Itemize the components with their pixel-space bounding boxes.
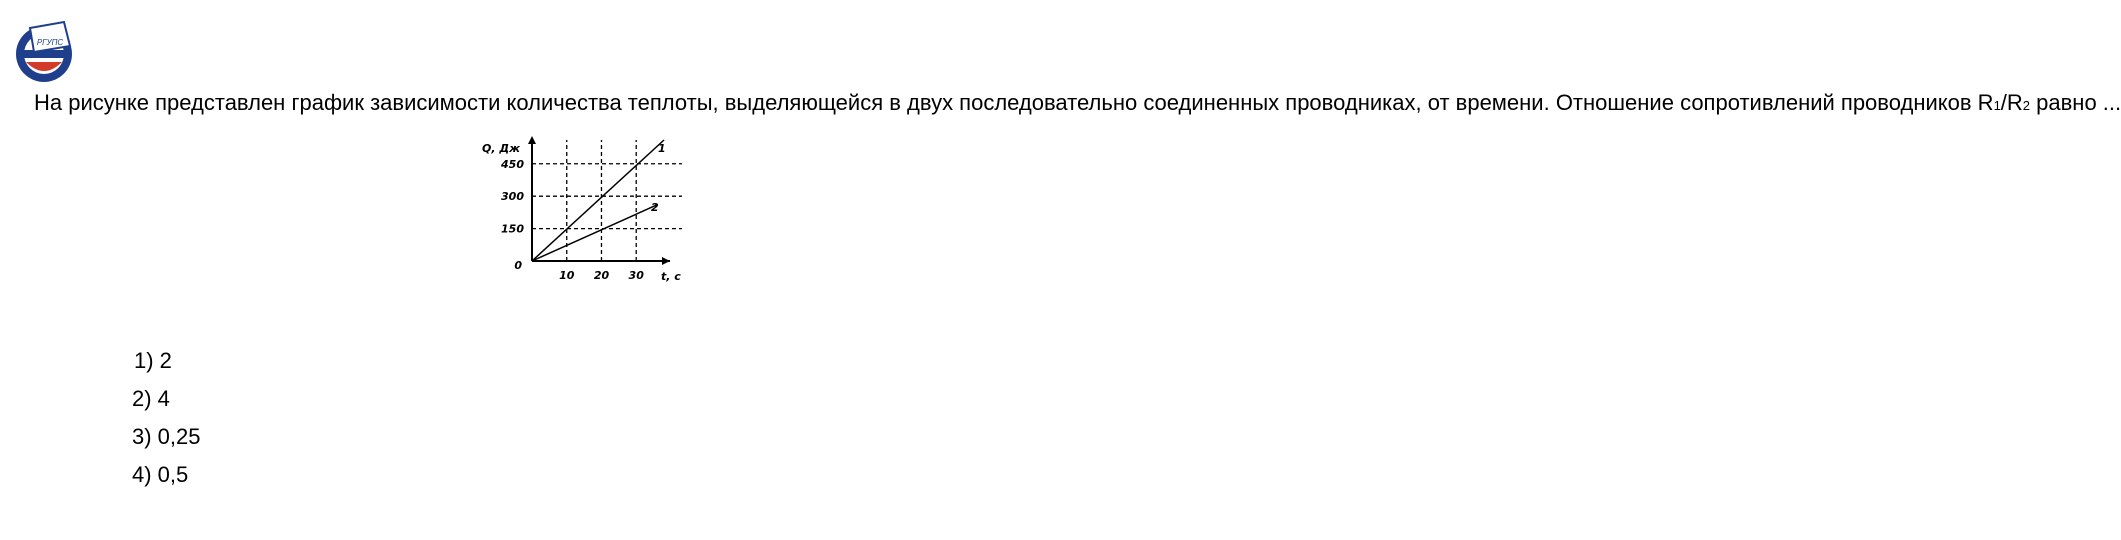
university-logo xyxy=(4,12,84,88)
answer-option-2[interactable]: 2) 4 xyxy=(132,386,170,411)
x-axis-label: t, c xyxy=(661,270,681,283)
x-tick-label-2: 20 xyxy=(593,269,610,282)
series-label-2: 2 xyxy=(651,200,659,214)
answer-option-4[interactable]: 4) 0,5 xyxy=(132,462,189,487)
logo-text: РГУПС xyxy=(36,38,64,47)
question-main: На рисунке представлен график зависимости количества теплоты, выделяющейся в двух последовательно соединенных проводниках, от времени. Отношение сопротивлений проводников R xyxy=(34,90,1994,115)
origin-label: 0 xyxy=(514,259,522,272)
question-slash: /R xyxy=(2000,90,2023,115)
y-tick-label-1: 150 xyxy=(501,222,524,236)
answer-option-1[interactable]: 1) 2 xyxy=(134,348,172,373)
y-tick-label-3: 450 xyxy=(501,157,524,171)
question-end: равно ... xyxy=(2030,90,2121,115)
answer-list xyxy=(132,342,201,494)
heat-time-chart xyxy=(474,132,694,288)
series-label-1: 1 xyxy=(658,142,666,155)
question-text xyxy=(34,88,2121,121)
x-tick-label-3: 30 xyxy=(628,269,644,282)
subscript-r2: 2 xyxy=(2022,98,2031,113)
y-tick-label-2: 300 xyxy=(501,190,524,204)
x-tick-label-1: 10 xyxy=(559,269,575,282)
y-axis-label: Q, Дж xyxy=(482,142,521,155)
subscript-r1: 1 xyxy=(1993,98,2001,113)
answer-option-3[interactable]: 3) 0,25 xyxy=(132,424,201,449)
